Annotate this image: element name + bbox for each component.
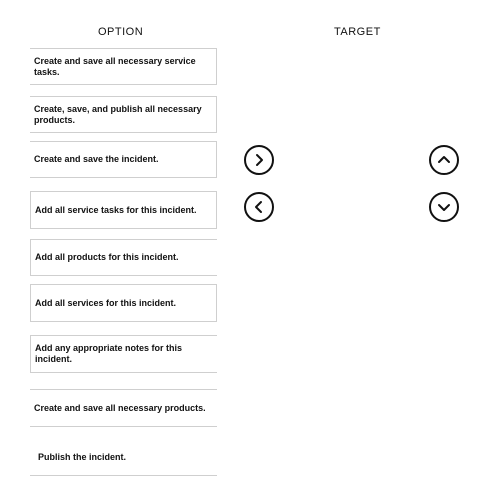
target-column-header: TARGET (334, 26, 381, 38)
chevron-left-icon (251, 199, 267, 215)
option-item-label: Add any appropriate notes for this incident. (35, 343, 183, 364)
chevron-up-icon (436, 152, 452, 168)
option-column-header: OPTION (98, 26, 144, 38)
option-item-label: Create and save the incident. (34, 154, 159, 164)
option-item-label: Add all services for this incident. (35, 297, 177, 308)
chevron-right-icon (251, 152, 267, 168)
option-item[interactable] (30, 48, 217, 85)
option-item-label: Create, save, and publish all necessary products. (34, 103, 202, 125)
option-item-label: Add all products for this incident. (35, 252, 179, 262)
move-up-button[interactable] (429, 145, 459, 175)
option-item[interactable] (30, 389, 217, 427)
option-item[interactable] (30, 335, 217, 373)
option-item[interactable] (30, 96, 217, 133)
option-item[interactable] (30, 440, 217, 476)
chevron-down-icon (436, 199, 452, 215)
option-item-label: Create and save all necessary service tasks. (34, 55, 196, 77)
option-item[interactable] (30, 284, 217, 322)
option-item[interactable] (30, 239, 217, 276)
option-item-label: Create and save all necessary products. (34, 402, 206, 413)
option-item[interactable] (30, 191, 217, 229)
move-down-button[interactable] (429, 192, 459, 222)
move-right-button[interactable] (244, 145, 274, 175)
option-item-label: Publish the incident. (38, 452, 127, 462)
option-item-label: Add all service tasks for this incident. (35, 204, 197, 215)
option-item[interactable] (30, 141, 217, 178)
move-left-button[interactable] (244, 192, 274, 222)
